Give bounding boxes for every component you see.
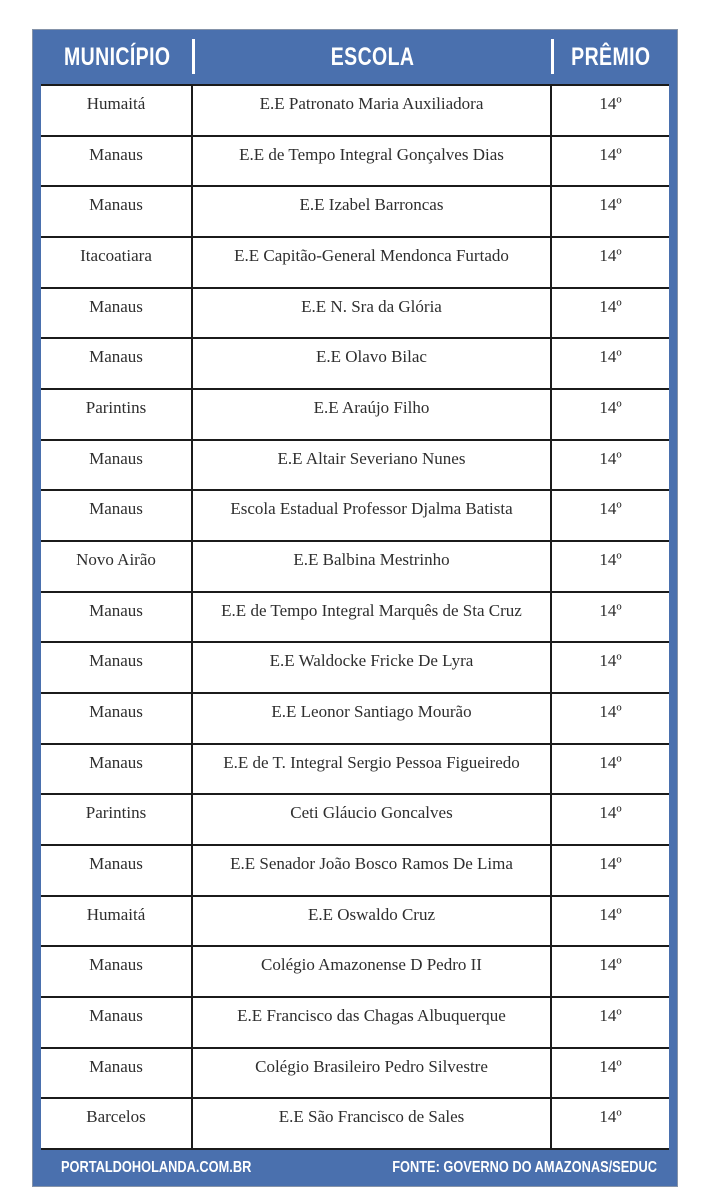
table-row [41, 238, 669, 289]
cell-premio: 14º [599, 347, 622, 367]
cell-municipio: Parintins [41, 390, 193, 439]
cell-escola: E.E Francisco das Chagas Albuquerque [193, 998, 552, 1047]
cell-municipio: Manaus [41, 1049, 193, 1098]
cell-escola: E.E Leonor Santiago Mourão [193, 694, 552, 743]
cell-premio: 14º [599, 702, 622, 721]
cell-escola: E.E Araújo Filho [193, 390, 552, 439]
table-row [41, 593, 669, 644]
table-row [41, 1049, 669, 1100]
table-row [41, 1099, 669, 1150]
cell-premio: 14º [599, 1107, 622, 1127]
cell-escola: E.E Oswaldo Cruz [193, 897, 552, 946]
cell-municipio: Manaus [41, 289, 193, 338]
column-header-premio-label: PRÊMIO [570, 43, 651, 71]
cell-escola: E.E Patronato Maria Auxiliadora [193, 86, 552, 135]
table-row [41, 339, 669, 390]
cell-premio: 14º [599, 752, 622, 772]
cell-municipio: Manaus [41, 187, 193, 236]
cell-municipio: Manaus [41, 441, 193, 490]
table-frame [33, 30, 677, 1186]
cell-municipio: Manaus [41, 137, 193, 186]
cell-municipio: Manaus [41, 339, 193, 388]
cell-premio: 14º [599, 1006, 622, 1025]
table-row [41, 187, 669, 238]
table-row [41, 998, 669, 1049]
cell-municipio: Manaus [41, 643, 193, 692]
site-url: PORTALDOHOLANDA.COM.BR [61, 1159, 252, 1176]
cell-municipio: Novo Airão [41, 542, 193, 591]
cell-municipio: Manaus [41, 491, 193, 540]
cell-premio: 14º [599, 600, 622, 620]
cell-escola: E.E São Francisco de Sales [193, 1099, 552, 1148]
table-row [41, 441, 669, 492]
table-row [41, 390, 669, 441]
cell-premio: 14º [599, 1056, 622, 1076]
cell-premio: 14º [599, 246, 622, 265]
cell-premio: 14º [599, 144, 622, 164]
cell-escola: E.E de Tempo Integral Gonçalves Dias [193, 137, 552, 186]
cell-escola: Colégio Brasileiro Pedro Silvestre [193, 1049, 552, 1098]
cell-escola: E.E Altair Severiano Nunes [193, 441, 552, 490]
cell-escola: E.E Balbina Mestrinho [193, 542, 552, 591]
cell-escola: E.E Senador João Bosco Ramos De Lima [193, 846, 552, 895]
table-row [41, 542, 669, 593]
cell-municipio: Manaus [41, 694, 193, 743]
column-header-municipio [41, 30, 193, 84]
cell-municipio: Manaus [41, 593, 193, 642]
cell-premio: 14º [599, 94, 622, 113]
cell-escola: E.E Izabel Barroncas [193, 187, 552, 236]
header-column-divider [551, 39, 554, 74]
cell-municipio: Humaitá [41, 897, 193, 946]
cell-premio: 14º [599, 195, 622, 215]
column-header-escola [193, 30, 552, 84]
cell-premio: 14º [599, 448, 622, 468]
table-row [41, 137, 669, 188]
cell-municipio: Manaus [41, 846, 193, 895]
column-header-municipio-label: MUNICÍPIO [63, 43, 171, 71]
cell-municipio: Manaus [41, 947, 193, 996]
cell-escola: E.E Waldocke Fricke De Lyra [193, 643, 552, 692]
footer-bar [33, 1150, 677, 1186]
table-header [41, 30, 669, 84]
table-row [41, 694, 669, 745]
cell-municipio: Humaitá [41, 86, 193, 135]
cell-premio: 14º [599, 550, 622, 569]
cell-escola: E.E de Tempo Integral Marquês de Sta Cruz [193, 593, 552, 642]
header-column-divider [192, 39, 195, 74]
cell-premio: 14º [599, 651, 622, 671]
cell-escola: Escola Estadual Professor Djalma Batista [193, 491, 552, 540]
table-row [41, 846, 669, 897]
source-credit: FONTE: GOVERNO DO AMAZONAS/SEDUC [392, 1159, 657, 1176]
cell-premio: 14º [599, 398, 622, 417]
cell-premio: 14º [599, 955, 622, 975]
cell-municipio: Parintins [41, 795, 193, 844]
cell-escola: E.E Capitão-General Mendonca Furtado [193, 238, 552, 287]
cell-escola: Ceti Gláucio Goncalves [193, 795, 552, 844]
cell-municipio: Manaus [41, 745, 193, 794]
cell-premio: 14º [599, 296, 622, 316]
table-row [41, 795, 669, 846]
cell-municipio: Itacoatiara [41, 238, 193, 287]
table-row [41, 86, 669, 137]
table-row [41, 289, 669, 340]
cell-escola: E.E de T. Integral Sergio Pessoa Figueiredo [193, 745, 552, 794]
column-header-premio [552, 30, 669, 84]
cell-premio: 14º [599, 499, 622, 519]
cell-escola: E.E N. Sra da Glória [193, 289, 552, 338]
table-row [41, 643, 669, 694]
cell-escola: E.E Olavo Bilac [193, 339, 552, 388]
cell-premio: 14º [599, 854, 622, 873]
cell-premio: 14º [599, 803, 622, 823]
table-row [41, 491, 669, 542]
table-row [41, 947, 669, 998]
cell-municipio: Barcelos [41, 1099, 193, 1148]
cell-municipio: Manaus [41, 998, 193, 1047]
column-header-escola-label: ESCOLA [330, 43, 415, 71]
table-row [41, 897, 669, 948]
table-row [41, 745, 669, 796]
table-body [41, 84, 669, 1150]
cell-premio: 14º [599, 904, 622, 924]
cell-escola: Colégio Amazonense D Pedro II [193, 947, 552, 996]
